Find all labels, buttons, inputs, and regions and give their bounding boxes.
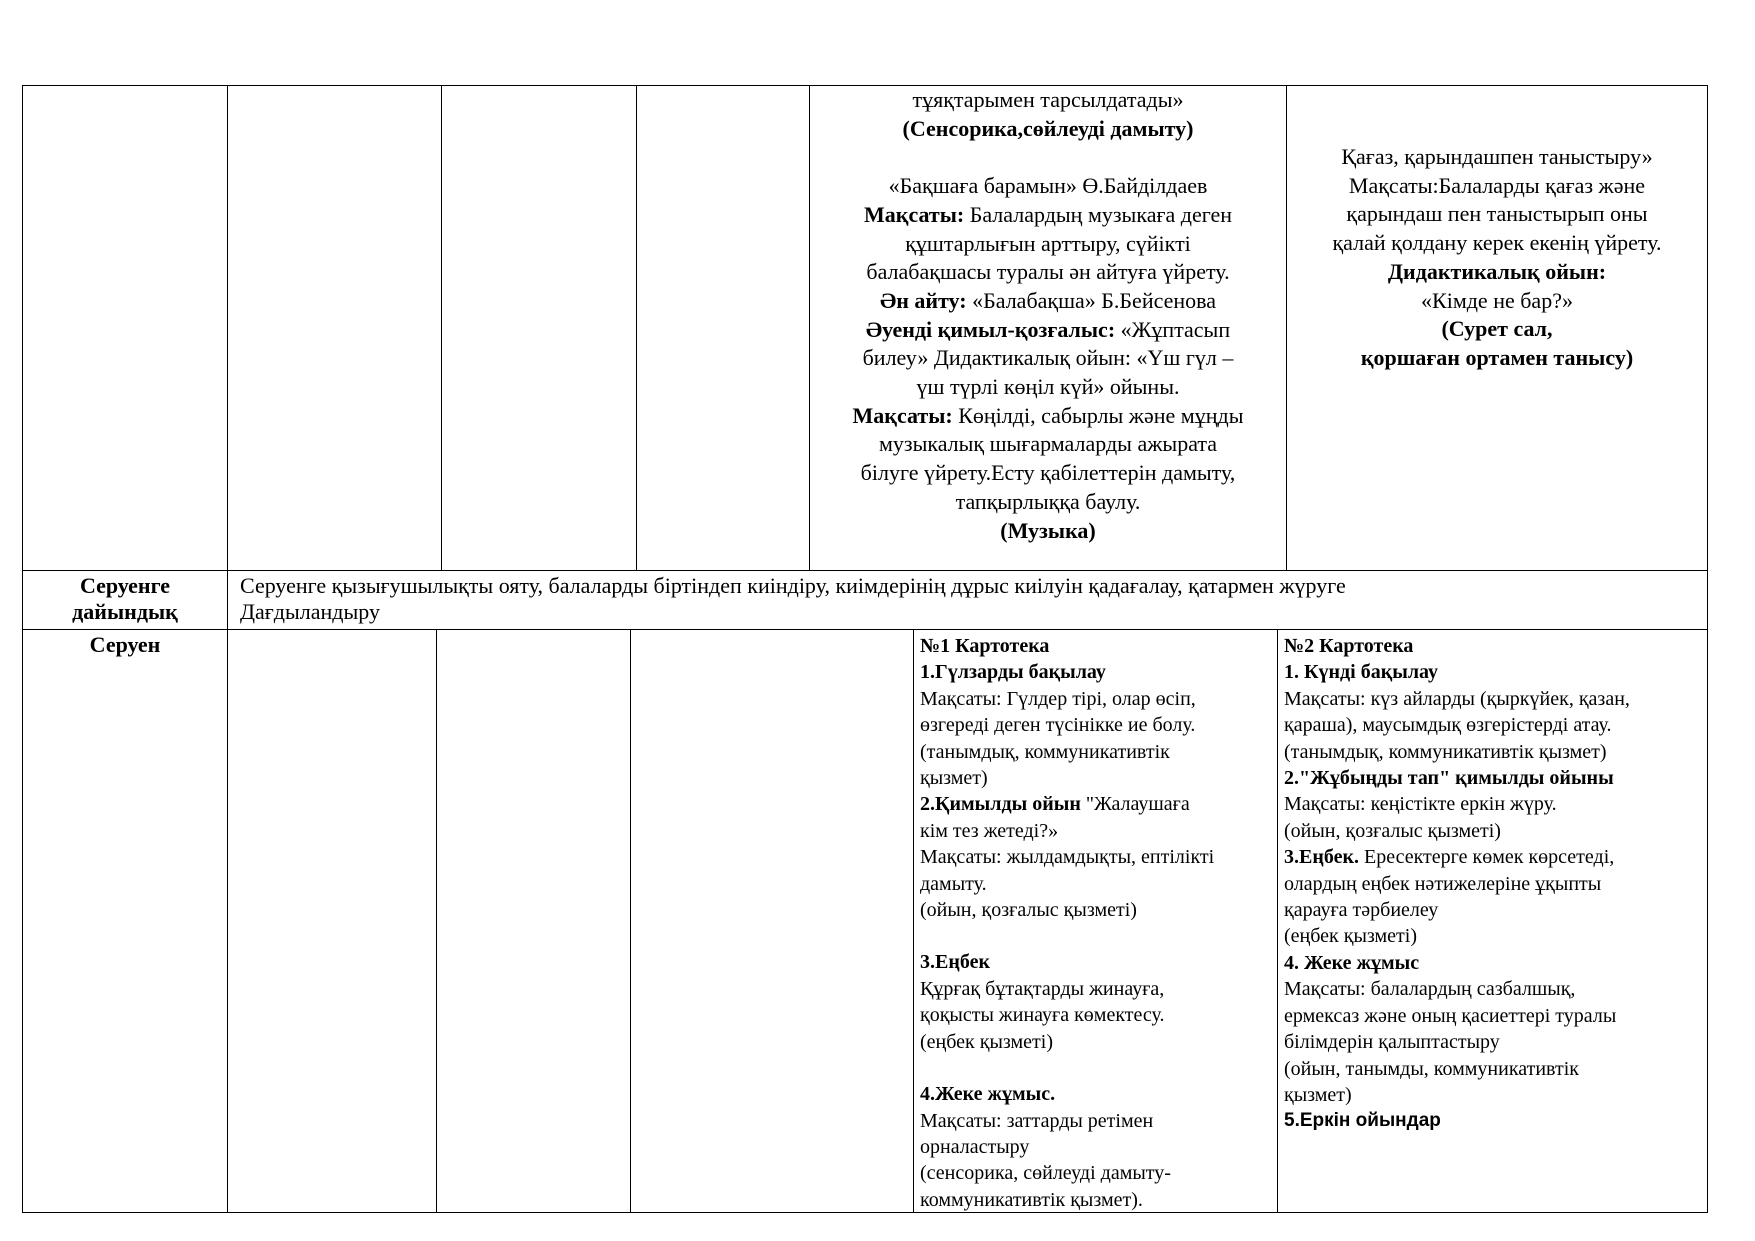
- col-divider: [636, 85, 637, 571]
- card-text: Мақсаты: заттарды ретімен: [920, 1109, 1154, 1132]
- label-text: Мақсаты:: [852, 402, 953, 428]
- cell-text: (Сурет сал,: [1441, 316, 1553, 342]
- card-text: (танымдық, коммуникативтік: [920, 740, 1170, 763]
- cell-text: «Кімде не бар?»: [1421, 287, 1573, 313]
- cell-text: құштарлығын арттыру, сүйікті: [905, 230, 1191, 256]
- card-text: (ойын, қозғалыс қызметі): [920, 899, 1137, 922]
- row-header-walk-preparation: [23, 573, 227, 625]
- label-text: Мақсаты:: [864, 201, 965, 227]
- drawing-activity-cell: [1287, 143, 1707, 373]
- card-text: коммуникативтік қызмет).: [920, 1188, 1143, 1211]
- col-divider: [630, 629, 631, 1213]
- cell-text: Мақсаты:Балаларды қағаз және: [1348, 172, 1646, 198]
- spacer: [920, 923, 1275, 949]
- col-divider: [227, 85, 228, 1213]
- card-title: №1 Картотека: [920, 635, 1050, 657]
- card-text: [920, 791, 1275, 817]
- cell-text: білуге үйрету.Есту қабілеттерін дамыту,: [860, 460, 1236, 486]
- card-heading: 5.Еркін ойындар: [1284, 1110, 1441, 1132]
- col-divider: [441, 85, 442, 571]
- card-text: қызмет): [920, 767, 988, 790]
- card-heading: 2."Жұбыңды тап" қимылды ойыны: [1284, 767, 1614, 790]
- cell-text: Балалардың музыкаға деген: [964, 201, 1232, 227]
- row-header-walk: [23, 632, 227, 658]
- music-activity-cell: [810, 86, 1286, 545]
- card-heading: 4. Жеке жұмыс: [1284, 951, 1420, 974]
- card-text: "Жалаушаға: [1080, 793, 1190, 816]
- card-text: қоқысты жинауға көмектесу.: [920, 1004, 1165, 1027]
- card-text: қараша), маусымдық өзгерістерді атау.: [1284, 714, 1612, 737]
- card-text: Мақсаты: жылдамдықты, ептілікті: [920, 846, 1215, 869]
- cell-text: тапқырлыққа баулу.: [955, 488, 1141, 514]
- cell-text: Көңілді, сабырлы және мұңды: [952, 402, 1244, 428]
- cell-text: (Музыка): [1000, 517, 1096, 543]
- cell-text: тұяқтарымен тарсылдатады»: [912, 87, 1184, 112]
- table-right-border: [1707, 85, 1708, 1213]
- row-divider-1: [22, 570, 1708, 571]
- row-header-text: Серуен: [89, 632, 161, 657]
- cell-text: [810, 287, 1286, 316]
- card-text: қарауға тәрбиелеу: [1284, 899, 1439, 922]
- cell-text: балабақшасы туралы ән айтуға үйрету.: [866, 259, 1230, 285]
- col-divider: [1277, 629, 1278, 1213]
- card-text: өзгереді деген түсінікке ие болу.: [920, 714, 1196, 737]
- label-text: Әуенді қимыл-қозғалыс:: [865, 316, 1116, 342]
- spacer: [920, 1055, 1275, 1081]
- card-text: Мақсаты: Гүлдер тірі, олар өсіп,: [920, 687, 1196, 710]
- cell-text: Серуенге қызығушылықты ояту, балаларды біртіндеп киіндіру, киімдерінің дұрыс киілуін қадағалау, қатармен жүруге: [240, 573, 1346, 598]
- card-text: Құрғақ бұтақтарды жинауға,: [920, 977, 1165, 1000]
- label-text: Ән айту:: [879, 287, 967, 313]
- cell-text: [810, 316, 1286, 345]
- cell-text: [810, 143, 1286, 172]
- card-heading: 3.Еңбек: [920, 951, 990, 974]
- cell-text: билеу» Дидактикалық ойын: «Үш гүл –: [862, 345, 1234, 371]
- cell-text: «Жұптасып: [1115, 316, 1231, 342]
- cell-text: қарындаш пен таныстырып оны: [1346, 201, 1648, 227]
- card-text: кім тез жетеді?»: [920, 819, 1059, 842]
- cell-text: Қағаз, қарындашпен таныстыру»: [1341, 144, 1653, 169]
- card-heading: 1. Күнді бақылау: [1284, 661, 1439, 684]
- cell-text: «Бақшаға барамын» Ө.Байділдаев: [888, 173, 1208, 199]
- row-header-text: дайындық: [72, 599, 178, 624]
- card-text: Мақсаты: күз айларды (қыркүйек, қазан,: [1284, 687, 1630, 710]
- card-text: орналастыру: [920, 1135, 1030, 1158]
- cell-text: [810, 402, 1286, 431]
- col-divider: [436, 629, 437, 1213]
- cell-text: «Балабақша» Б.Бейсенова: [966, 287, 1217, 313]
- card-text: (еңбек қызметі): [920, 1030, 1054, 1053]
- card-heading: 4.Жеке жұмыс.: [920, 1083, 1056, 1106]
- col-divider: [913, 629, 914, 1213]
- card-heading: 1.Гүлзарды бақылау: [920, 661, 1106, 684]
- table-bottom-border: [22, 1212, 1708, 1213]
- card-file-2: [1284, 633, 1704, 1135]
- cell-text: Дағдыландыру: [240, 599, 380, 624]
- cell-text: музыкалық шығармаларды ажырата: [878, 431, 1218, 457]
- cell-text: [810, 201, 1286, 230]
- card-text: Ересектерге көмек көрсетеді,: [1359, 846, 1615, 869]
- cell-text: қоршаған ортамен танысу): [1360, 344, 1634, 370]
- card-text: қызмет): [1284, 1083, 1352, 1106]
- card-text: (еңбек қызметі): [1284, 925, 1418, 948]
- card-text: (ойын, танымды, коммуникативтік: [1284, 1057, 1579, 1080]
- card-text: Мақсаты: кеңістікте еркін жүру.: [1284, 793, 1557, 816]
- card-text: білімдерін қалыптастыру: [1284, 1031, 1500, 1054]
- cell-text: үш түрлі көңіл күй» ойыны.: [916, 374, 1180, 400]
- cell-text: Дидактикалық ойын:: [1387, 258, 1607, 284]
- card-text: (сенсорика, сөйлеуді дамыту-: [920, 1162, 1171, 1185]
- row-divider-2: [22, 629, 1708, 630]
- card-file-1: [920, 633, 1275, 1213]
- cell-text: қалай қолдану керек екенің үйрету.: [1332, 230, 1662, 256]
- cell-text: (Сенсорика,сөйлеуді дамыту): [902, 115, 1194, 141]
- card-text: [1284, 844, 1704, 870]
- card-text: (танымдық, коммуникативтік қызмет): [1284, 740, 1607, 763]
- card-heading: 2.Қимылды ойын: [920, 793, 1081, 816]
- card-heading: 3.Еңбек.: [1284, 846, 1359, 869]
- walk-preparation-text: [240, 573, 1700, 625]
- card-text: дамыту.: [920, 872, 987, 895]
- row-header-text: Серуенге: [79, 573, 171, 598]
- card-text: (ойын, қозғалыс қызметі): [1284, 819, 1501, 842]
- card-title: №2 Картотека: [1284, 635, 1414, 657]
- card-text: Мақсаты: балалардың сазбалшық,: [1284, 978, 1576, 1001]
- card-text: ермексаз және оның қасиеттері туралы: [1284, 1004, 1617, 1027]
- card-text: олардың еңбек нәтижелеріне ұқыпты: [1284, 872, 1602, 895]
